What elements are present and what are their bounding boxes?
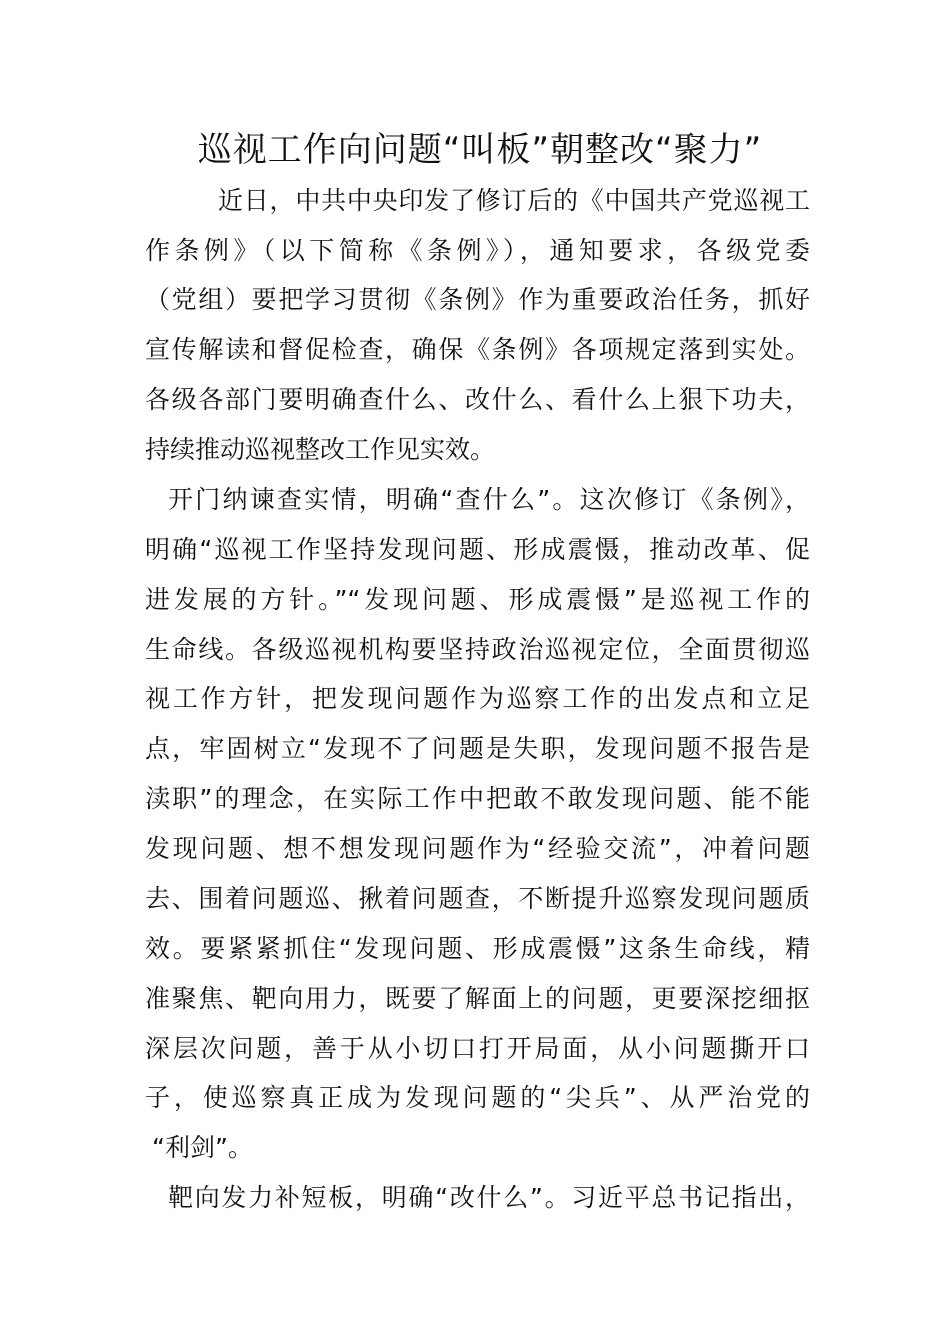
text-line-3: （党组）要把学习贯彻《条例》作为重要政治任务，抓好 bbox=[145, 285, 810, 314]
text-line-1: 近日，中共中央印发了修订后的《中国共产党巡视工 bbox=[218, 186, 810, 215]
text-line-14: 发现问题、想不想发现问题作为“经验交流”，冲着问题 bbox=[145, 834, 810, 863]
text-line-11: 视工作方针，把发现问题作为巡察工作的出发点和立足 bbox=[145, 684, 810, 713]
text-line-5: 各级各部门要明确查什么、改什么、看什么上狠下功夫， bbox=[145, 385, 810, 414]
text-line-2: 作条例》（以下简称《条例》），通知要求，各级党委 bbox=[145, 236, 810, 265]
text-line-7: 开门纳谏查实情，明确“查什么”。这次修订《条例》， bbox=[168, 485, 810, 514]
text-line-6: 持续推动巡视整改工作见实效。 bbox=[145, 435, 496, 464]
text-line-10: 生命线。各级巡视机构要坚持政治巡视定位，全面贯彻巡 bbox=[145, 635, 810, 664]
text-line-15: 去、围着问题巡、揪着问题查，不断提升巡察发现问题质 bbox=[145, 884, 810, 913]
text-line-19: 子，使巡察真正成为发现问题的“尖兵”、从严治党的 bbox=[145, 1083, 810, 1112]
text-line-21: 靶向发力补短板，明确“改什么”。习近平总书记指出， bbox=[168, 1183, 810, 1212]
text-line-4: 宣传解读和督促检查，确保《条例》各项规定落到实处。 bbox=[145, 335, 810, 364]
text-line-12: 点，牢固树立“发现不了问题是失职，发现问题不报告是 bbox=[145, 734, 810, 763]
text-line-9: 进发展的方针。”“发现问题、形成震慑”是巡视工作的 bbox=[145, 585, 810, 614]
document-title: 巡视工作向问题“叫板”朝整改“聚力” bbox=[197, 130, 763, 170]
text-line-13: 渎职”的理念，在实际工作中把敢不敢发现问题、能不能 bbox=[145, 784, 810, 813]
text-line-18: 深层次问题，善于从小切口打开局面，从小问题撕开口 bbox=[145, 1034, 810, 1063]
text-line-20: “利剑”。 bbox=[152, 1133, 253, 1162]
text-line-16: 效。要紧紧抓住“发现问题、形成震慑”这条生命线，精 bbox=[145, 934, 810, 963]
text-line-8: 明确“巡视工作坚持发现问题、形成震慑，推动改革、促 bbox=[145, 535, 810, 564]
text-line-17: 准聚焦、靶向用力，既要了解面上的问题，更要深挖细抠 bbox=[145, 984, 810, 1013]
